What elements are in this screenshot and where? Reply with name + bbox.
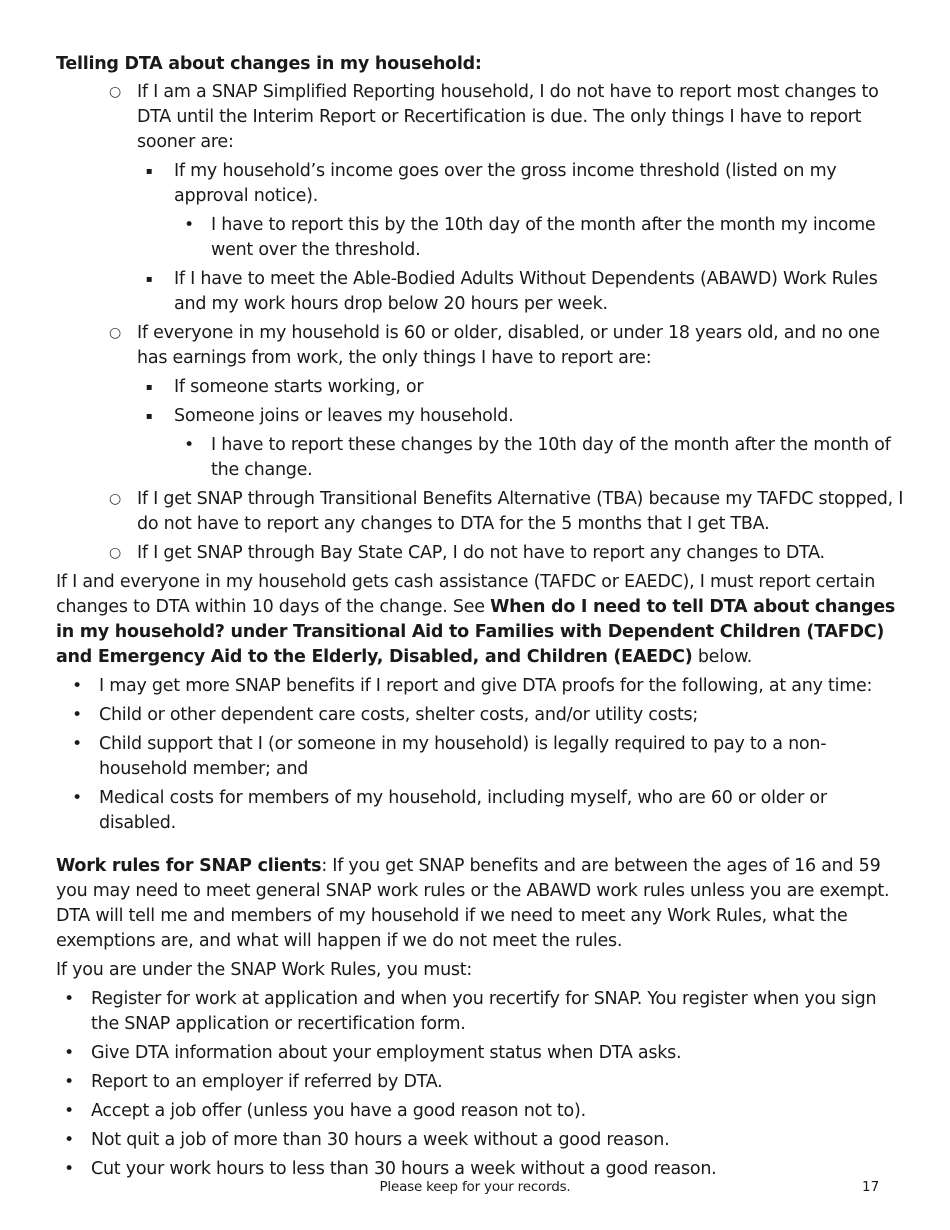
list-item-text: Child support that I (or someone in my household) is legally required to pay to a non-household member; and bbox=[99, 734, 827, 779]
dot-bullet-icon: • bbox=[184, 215, 194, 235]
list-item bbox=[56, 674, 906, 699]
dot-bullet-icon: • bbox=[72, 788, 82, 808]
list-item-text: Someone joins or leaves my household. bbox=[174, 406, 514, 426]
list-item-text: If someone starts working, or bbox=[174, 377, 424, 397]
list-item bbox=[56, 80, 906, 155]
list-item-text: Report to an employer if referred by DTA. bbox=[91, 1072, 443, 1092]
list-item bbox=[56, 433, 906, 483]
square-bullet-icon: ▪ bbox=[145, 382, 153, 393]
dot-bullet-icon: • bbox=[64, 1130, 74, 1150]
list-item bbox=[56, 213, 906, 263]
list-item-text: If I get SNAP through Bay State CAP, I do not have to report any changes to DTA. bbox=[137, 543, 825, 563]
list-item bbox=[56, 375, 906, 400]
list-item-text: Give DTA information about your employment status when DTA asks. bbox=[91, 1043, 682, 1063]
dot-bullet-icon: • bbox=[64, 1072, 74, 1092]
dot-bullet-icon: • bbox=[184, 435, 194, 455]
document-page bbox=[56, 52, 906, 1186]
list-item-text: Accept a job offer (unless you have a good reason not to). bbox=[91, 1101, 586, 1121]
work-rules-intro: If you are under the SNAP Work Rules, you must: bbox=[56, 960, 473, 980]
list-item bbox=[56, 1128, 906, 1153]
list-item-text: Cut your work hours to less than 30 hours a week without a good reason. bbox=[91, 1159, 717, 1179]
list-item bbox=[56, 404, 906, 429]
dot-bullet-icon: • bbox=[72, 676, 82, 696]
list-item-text: If my household’s income goes over the gross income threshold (listed on my approval notice). bbox=[174, 161, 837, 206]
list-item-text: If I have to meet the Able-Bodied Adults Without Dependents (ABAWD) Work Rules and my work hours drop below 20 hours per week. bbox=[174, 269, 878, 314]
list-item bbox=[56, 1041, 906, 1066]
list-item bbox=[56, 1070, 906, 1095]
list-item-text: Medical costs for members of my household, including myself, who are 60 or older or disabled. bbox=[99, 788, 827, 833]
dot-bullet-icon: • bbox=[72, 705, 82, 725]
list-item-text: Child or other dependent care costs, shelter costs, and/or utility costs; bbox=[99, 705, 699, 725]
list-item-text: I have to report these changes by the 10th day of the month after the month of the change. bbox=[211, 435, 891, 480]
square-bullet-icon: ▪ bbox=[145, 274, 153, 285]
paragraph-text: below. bbox=[692, 647, 753, 667]
list-item-text: Register for work at application and when you recertify for SNAP. You register when you sign the SNAP application or recertification form. bbox=[91, 989, 877, 1034]
work-rules-paragraph bbox=[56, 854, 906, 954]
list-item bbox=[56, 541, 906, 566]
dot-bullet-icon: • bbox=[64, 1043, 74, 1063]
circle-bullet-icon: ○ bbox=[109, 325, 121, 341]
circle-bullet-icon: ○ bbox=[109, 84, 121, 100]
list-item-text: If I get SNAP through Transitional Benefits Alternative (TBA) because my TAFDC stopped, I do not have to report any changes to DTA for the 5 months that I get TBA. bbox=[137, 489, 904, 534]
list-item bbox=[56, 267, 906, 317]
paragraph-text: : If you get SNAP benefits and are between the ages of 16 and 59 you may need to meet general SNAP work rules or the ABAWD work rules unless you are exempt. DTA will tell me and members of my household if we need to meet any Work Rules, what the exemptions are, and what will happen if we do not meet the rules. bbox=[56, 856, 890, 951]
square-bullet-icon: ▪ bbox=[145, 166, 153, 177]
list-item-text: If I am a SNAP Simplified Reporting household, I do not have to report most changes to DTA until the Interim Report or Recertification is due. The only things I have to report sooner are: bbox=[137, 82, 879, 152]
paragraph-bold-text: When do I need to tell DTA about changes in my household? under Transitional Aid to Families with Dependent Children (TAFDC) and Emergency Aid to the Elderly, Disabled, and Children (EAEDC) bbox=[56, 597, 896, 667]
dot-bullet-icon: • bbox=[64, 1101, 74, 1121]
square-bullet-icon: ▪ bbox=[145, 411, 153, 422]
circle-bullet-icon: ○ bbox=[109, 491, 121, 507]
list-item bbox=[56, 703, 906, 728]
list-item bbox=[56, 487, 906, 537]
list-item-text: Not quit a job of more than 30 hours a week without a good reason. bbox=[91, 1130, 670, 1150]
list-item bbox=[56, 786, 906, 836]
footer-note: Please keep for your records. bbox=[379, 1179, 571, 1195]
list-item-text: I have to report this by the 10th day of the month after the month my income went over the threshold. bbox=[211, 215, 876, 260]
section-heading: Telling DTA about changes in my household: bbox=[56, 54, 482, 74]
dot-bullet-icon: • bbox=[72, 734, 82, 754]
list-item-text: If everyone in my household is 60 or older, disabled, or under 18 years old, and no one has earnings from work, the only things I have to report are: bbox=[137, 323, 880, 368]
page-number: 17 bbox=[862, 1179, 880, 1195]
list-item bbox=[56, 987, 906, 1037]
cash-assistance-paragraph bbox=[56, 570, 906, 670]
dot-bullet-icon: • bbox=[64, 989, 74, 1009]
paragraph-bold-text: Work rules for SNAP clients bbox=[56, 856, 322, 876]
list-item bbox=[56, 1099, 906, 1124]
circle-bullet-icon: ○ bbox=[109, 545, 121, 561]
paragraph-text: If I and everyone in my household gets cash assistance (TAFDC or EAEDC), I must report certain changes to DTA within 10 days of the change. See bbox=[56, 572, 876, 617]
list-item-text: I may get more SNAP benefits if I report and give DTA proofs for the following, at any time: bbox=[99, 676, 873, 696]
list-item bbox=[56, 159, 906, 209]
dot-bullet-icon: • bbox=[64, 1159, 74, 1179]
list-item bbox=[56, 321, 906, 371]
list-item bbox=[56, 732, 906, 782]
